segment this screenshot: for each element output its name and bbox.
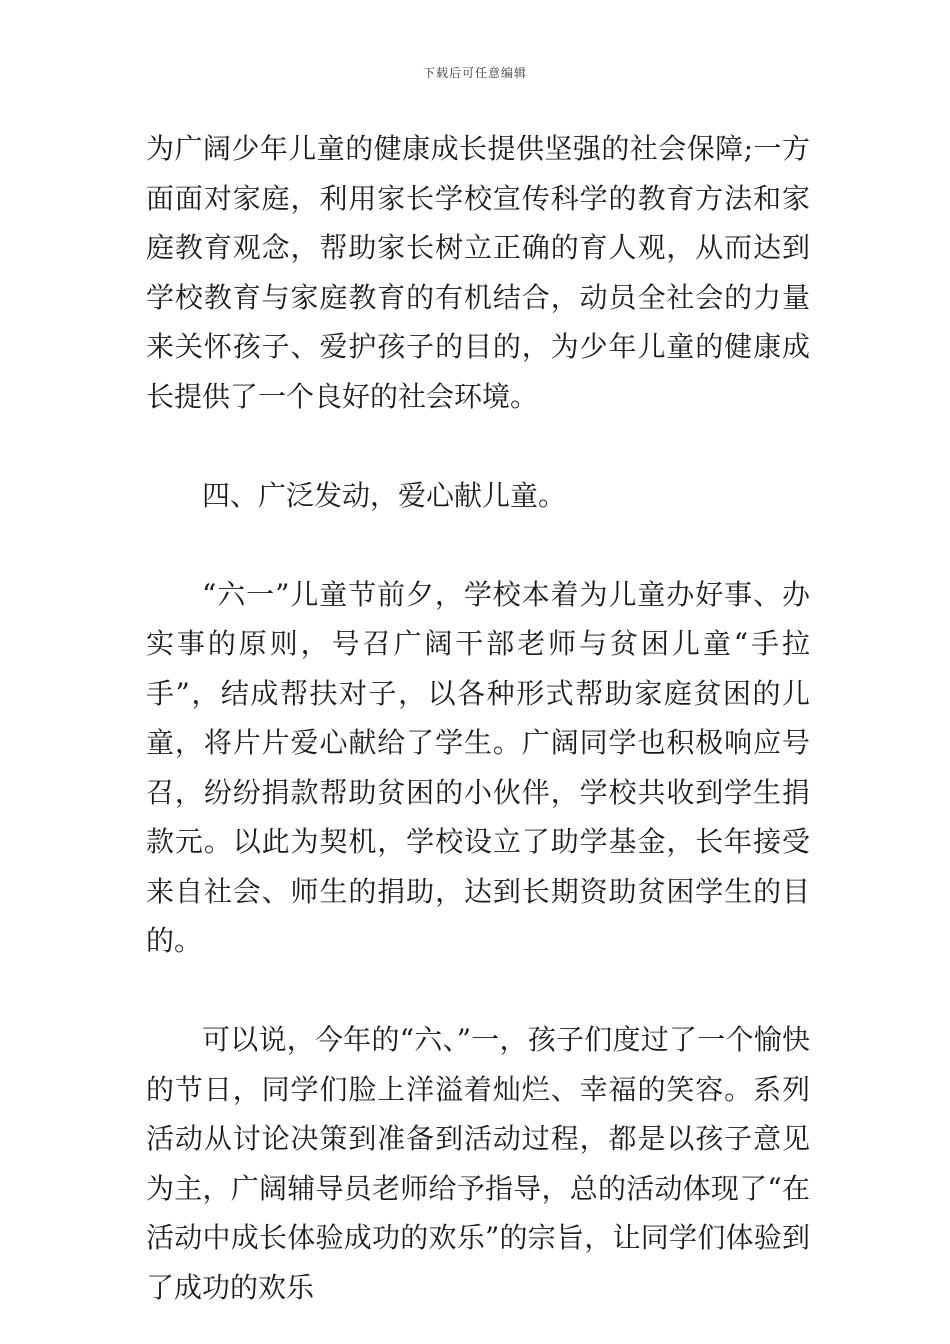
paragraph-gap — [146, 520, 810, 570]
paragraph-summary: 可以说，今年的“六、”一，孩子们度过了一个愉快的节日，同学们脸上洋溢着灿烂、幸福的笑容。系列活动从讨论决策到准备到活动过程，都是以孩子意见为主，广阔辅导员老师给予指导，总的活动体现了“在活动中成长体验成功的欢乐”的宗旨，让同学们体验到了成功的欢乐 — [146, 1023, 810, 1304]
document-body — [146, 124, 810, 1312]
paragraph-continuation: 为广阔少年儿童的健康成长提供坚强的社会保障;一方面面对家庭，利用家长学校宣传科学的教育方法和家庭教育观念，帮助家长树立正确的育人观，从而达到学校教育与家庭教育的有机结合，动员全社会的力量来关怀孩子、爱护孩子的目的，为少年儿童的健康成长提供了一个良好的社会环境。 — [146, 132, 810, 413]
section-heading: 四、广泛发动，爱心献儿童。 — [202, 478, 567, 512]
paragraph-gap — [146, 966, 810, 1016]
paragraph-childrens-day: “六一”儿童节前夕，学校本着为儿童办好事、办实事的原则，号召广阔干部老师与贫困儿童“手拉手”，结成帮扶对子，以各种形式帮助家庭贫困的儿童，将片片爱心献给了学生。广阔同学也积极响应号召，纷纷捐款帮助贫困的小伙伴，学校共收到学生捐款元。以此为契机，学校设立了助学基金，长年接受来自社会、师生的捐助，达到长期资助贫困学生的目的。 — [146, 577, 810, 957]
paragraph-gap — [146, 421, 810, 471]
page-header-note: 下载后可任意编辑 — [422, 66, 527, 80]
